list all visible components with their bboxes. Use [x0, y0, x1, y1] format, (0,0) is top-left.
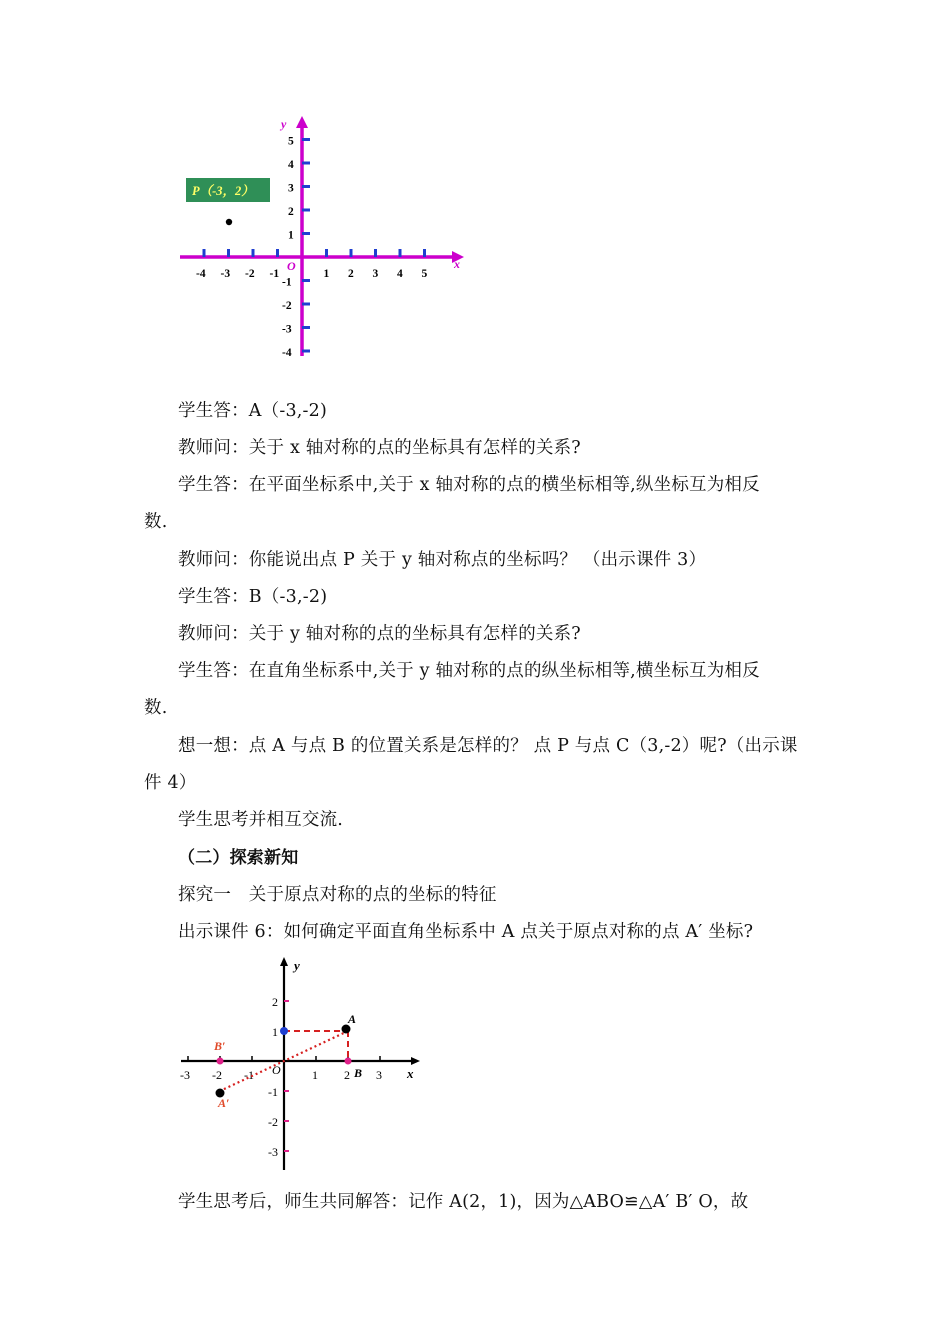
point-p-label: P（-3，2）	[192, 184, 254, 198]
y-tick-label: -3	[282, 323, 292, 336]
label-b: B	[354, 1066, 363, 1080]
y-tick-label: -2	[268, 1115, 278, 1129]
point-p	[226, 219, 232, 225]
x-tick-label: -1	[269, 268, 280, 280]
paragraph-3: 学生答：在平面坐标系中,关于 x 轴对称的点的横坐标相等,纵坐标互为相反	[178, 475, 760, 495]
origin-label: O	[272, 1063, 281, 1077]
y-tick-label: -2	[282, 300, 292, 312]
paragraph-12: 学生思考后，师生共同解答：记作 A(2，1)，因为△ABO≌△A′ B′ O，故	[178, 1192, 749, 1212]
y-tick-label: 5	[288, 135, 294, 148]
y-tick-label: -4	[282, 347, 292, 359]
x-axis-label: x	[454, 257, 460, 271]
x-tick-label: 3	[372, 268, 379, 280]
paragraph-5: 学生答：B（-3,-2)	[178, 587, 328, 607]
y-tick-label: 4	[288, 159, 294, 171]
label-a: A	[348, 1012, 357, 1026]
x-tick-label: 1	[323, 268, 330, 280]
paragraph-1: 学生答：A（-3,-2)	[178, 401, 328, 421]
paragraph-11: 出示课件 6：如何确定平面直角坐标系中 A 点关于原点对称的点 A′ 坐标?	[178, 922, 754, 942]
y-axis-arrow	[280, 957, 288, 966]
x-tick-label: -1	[244, 1068, 254, 1082]
x-tick-label: -3	[220, 268, 231, 280]
y-tick-label: -3	[268, 1145, 278, 1159]
y-axis-arrow	[296, 116, 308, 128]
paragraph-9: 学生思考并相互交流.	[178, 810, 344, 830]
origin-label: O	[287, 259, 296, 273]
paragraph-8-cont: 件 4）	[144, 773, 197, 793]
y-tick-label: 3	[288, 182, 294, 195]
y-tick-label: 2	[288, 206, 294, 218]
point-b-prime	[217, 1058, 224, 1065]
paragraph-2: 教师问：关于 x 轴对称的点的坐标具有怎样的关系?	[178, 438, 581, 458]
point-y1	[280, 1027, 288, 1035]
x-tick-label: 2	[344, 1068, 350, 1082]
paragraph-6: 教师问：关于 y 轴对称的点的坐标具有怎样的关系?	[178, 624, 581, 644]
x-tick-label: 2	[348, 268, 354, 280]
x-tick-label: 4	[397, 268, 403, 280]
paragraph-4: 教师问：你能说出点 P 关于 y 轴对称点的坐标吗？ （出示课件 3）	[178, 550, 707, 570]
paragraph-10: 探究一 关于原点对称的点的坐标的特征	[178, 885, 497, 905]
coordinate-figure-2	[175, 952, 425, 1177]
x-tick-label: 5	[421, 268, 428, 280]
section-heading: （二）探索新知	[178, 848, 299, 868]
paragraph-7: 学生答：在直角坐标系中,关于 y 轴对称的点的纵坐标相等,横坐标互为相反	[178, 661, 760, 681]
y-tick-label: -1	[282, 276, 292, 289]
coordinate-figure-1	[170, 108, 470, 373]
y-tick-label: 1	[272, 1025, 278, 1039]
x-axis-label: x	[407, 1066, 414, 1081]
y-tick-label: 1	[288, 229, 294, 242]
x-tick-label: 3	[376, 1068, 382, 1082]
y-tick-label: 2	[272, 995, 278, 1009]
point-b	[345, 1058, 352, 1065]
x-tick-label: -4	[196, 268, 206, 280]
label-b-prime: B′	[214, 1039, 226, 1053]
paragraph-3-cont: 数.	[144, 512, 168, 532]
x-tick-label: -2	[212, 1068, 222, 1082]
label-a-prime: A′	[218, 1096, 230, 1110]
x-tick-label: -2	[245, 268, 255, 280]
y-axis-label: y	[281, 117, 287, 131]
paragraph-8: 想一想：点 A 与点 B 的位置关系是怎样的？ 点 P 与点 C（3,-2）呢?（出示课	[178, 736, 798, 756]
x-tick-label: 1	[312, 1068, 318, 1082]
x-tick-label: -3	[180, 1068, 190, 1082]
y-axis-label: y	[294, 958, 300, 973]
paragraph-7-cont: 数.	[144, 698, 168, 718]
y-tick-label: -1	[268, 1085, 278, 1099]
x-axis-arrow	[411, 1057, 420, 1065]
